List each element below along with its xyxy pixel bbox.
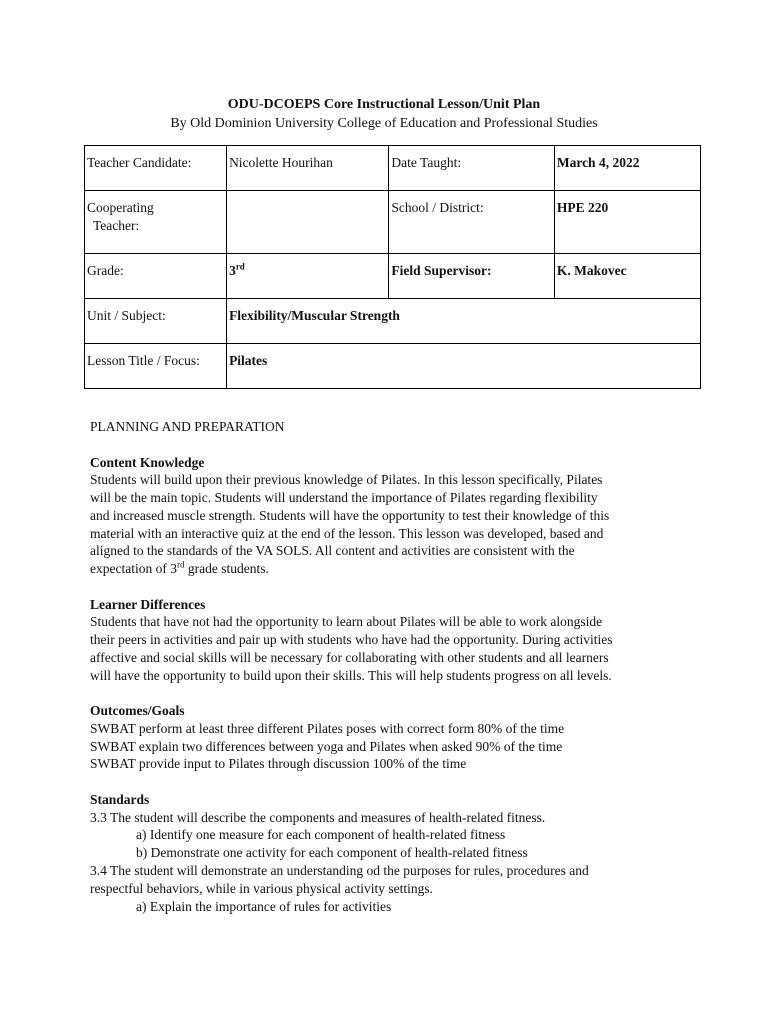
standard-3-3-a: a) Identify one measure for each component of health-related fitness (136, 827, 506, 843)
teacher-candidate-value: Nicolette Hourihan (227, 146, 389, 191)
lesson-info-table (84, 145, 701, 389)
lesson-body (90, 418, 690, 915)
ck-last-pre: expectation of 3 (90, 561, 177, 577)
table-row (85, 299, 701, 344)
field-supervisor-value: K. Makovec (554, 254, 700, 299)
field-supervisor-label: Field Supervisor: (389, 254, 554, 299)
content-knowledge-line-last (90, 560, 690, 578)
learner-differences-line: will have the opportunity to build upon their skills. This will help students progress on all levels. (90, 667, 612, 683)
content-knowledge-heading: Content Knowledge (90, 454, 205, 470)
cooperating-teacher-value (227, 191, 389, 254)
standards-heading: Standards (90, 791, 150, 807)
outcome-line: SWBAT provide input to Pilates through discussion 100% of the time (90, 756, 467, 772)
content-knowledge-line: Students will build upon their previous knowledge of Pilates. In this lesson specifically, Pilates (90, 472, 603, 488)
content-knowledge-line: will be the main topic. Students will understand the importance of Pilates regarding flexibility (90, 490, 598, 506)
unit-subject-value: Flexibility/Muscular Strength (227, 299, 701, 344)
ck-last-post: grade students. (184, 561, 269, 577)
grade-number: 3 (229, 263, 236, 278)
standard-3-4-line1: 3.4 The student will demonstrate an understanding od the purposes for rules, procedures and (90, 862, 589, 878)
content-knowledge-line: aligned to the standards of the VA SOLS. All content and activities are consistent with the (90, 543, 575, 559)
standard-3-4-line2: respectful behaviors, while in various physical activity settings. (90, 880, 434, 896)
cooperating-teacher-label-line1: Cooperating (87, 200, 154, 215)
document-title: ODU-DCOEPS Core Instructional Lesson/Unit Plan (227, 97, 541, 112)
table-row (85, 191, 701, 254)
outcome-line: SWBAT perform at least three different Pilates poses with correct form 80% of the time (90, 720, 565, 736)
learner-differences-line: affective and social skills will be necessary for collaborating with other students and all learners (90, 649, 609, 665)
table-row (85, 146, 701, 191)
date-taught-label: Date Taught: (389, 146, 554, 191)
date-taught-value: March 4, 2022 (554, 146, 700, 191)
planning-section-title: PLANNING AND PREPARATION (90, 419, 285, 434)
standard-3-4-a: a) Explain the importance of rules for activities (136, 898, 392, 914)
cooperating-teacher-label-line2: Teacher: (93, 218, 140, 233)
teacher-candidate-label: Teacher Candidate: (85, 146, 227, 191)
grade-label: Grade: (85, 254, 227, 299)
document-subtitle: By Old Dominion University College of Education and Professional Studies (170, 116, 598, 131)
table-row (85, 254, 701, 299)
cooperating-teacher-label (85, 191, 227, 254)
grade-value (227, 254, 389, 299)
content-knowledge-line: material with an interactive quiz at the end of the lesson. This lesson was developed, based and (90, 525, 604, 541)
outcome-line: SWBAT explain two differences between yoga and Pilates when asked 90% of the time (90, 738, 563, 754)
ck-last-sup: rd (176, 559, 185, 570)
outcomes-heading: Outcomes/Goals (90, 703, 185, 719)
school-district-label: School / District: (389, 191, 554, 254)
learner-differences-line: Students that have not had the opportunity to learn about Pilates will be able to work alongside (90, 614, 603, 630)
content-knowledge-line: and increased muscle strength. Students will have the opportunity to test their knowledge of this (90, 507, 610, 523)
document-header (0, 95, 768, 133)
table-row (85, 344, 701, 389)
lesson-title-label: Lesson Title / Focus: (85, 344, 227, 389)
lesson-title-value: Pilates (227, 344, 701, 389)
standard-3-3: 3.3 The student will describe the components and measures of health-related fitness. (90, 809, 546, 825)
unit-subject-label: Unit / Subject: (85, 299, 227, 344)
standard-3-3-b: b) Demonstrate one activity for each component of health-related fitness (136, 845, 528, 861)
learner-differences-heading: Learner Differences (90, 596, 206, 612)
learner-differences-line: their peers in activities and pair up with students who have had the opportunity. During activities (90, 632, 613, 648)
school-district-value: HPE 220 (554, 191, 700, 254)
grade-suffix: rd (235, 261, 245, 272)
